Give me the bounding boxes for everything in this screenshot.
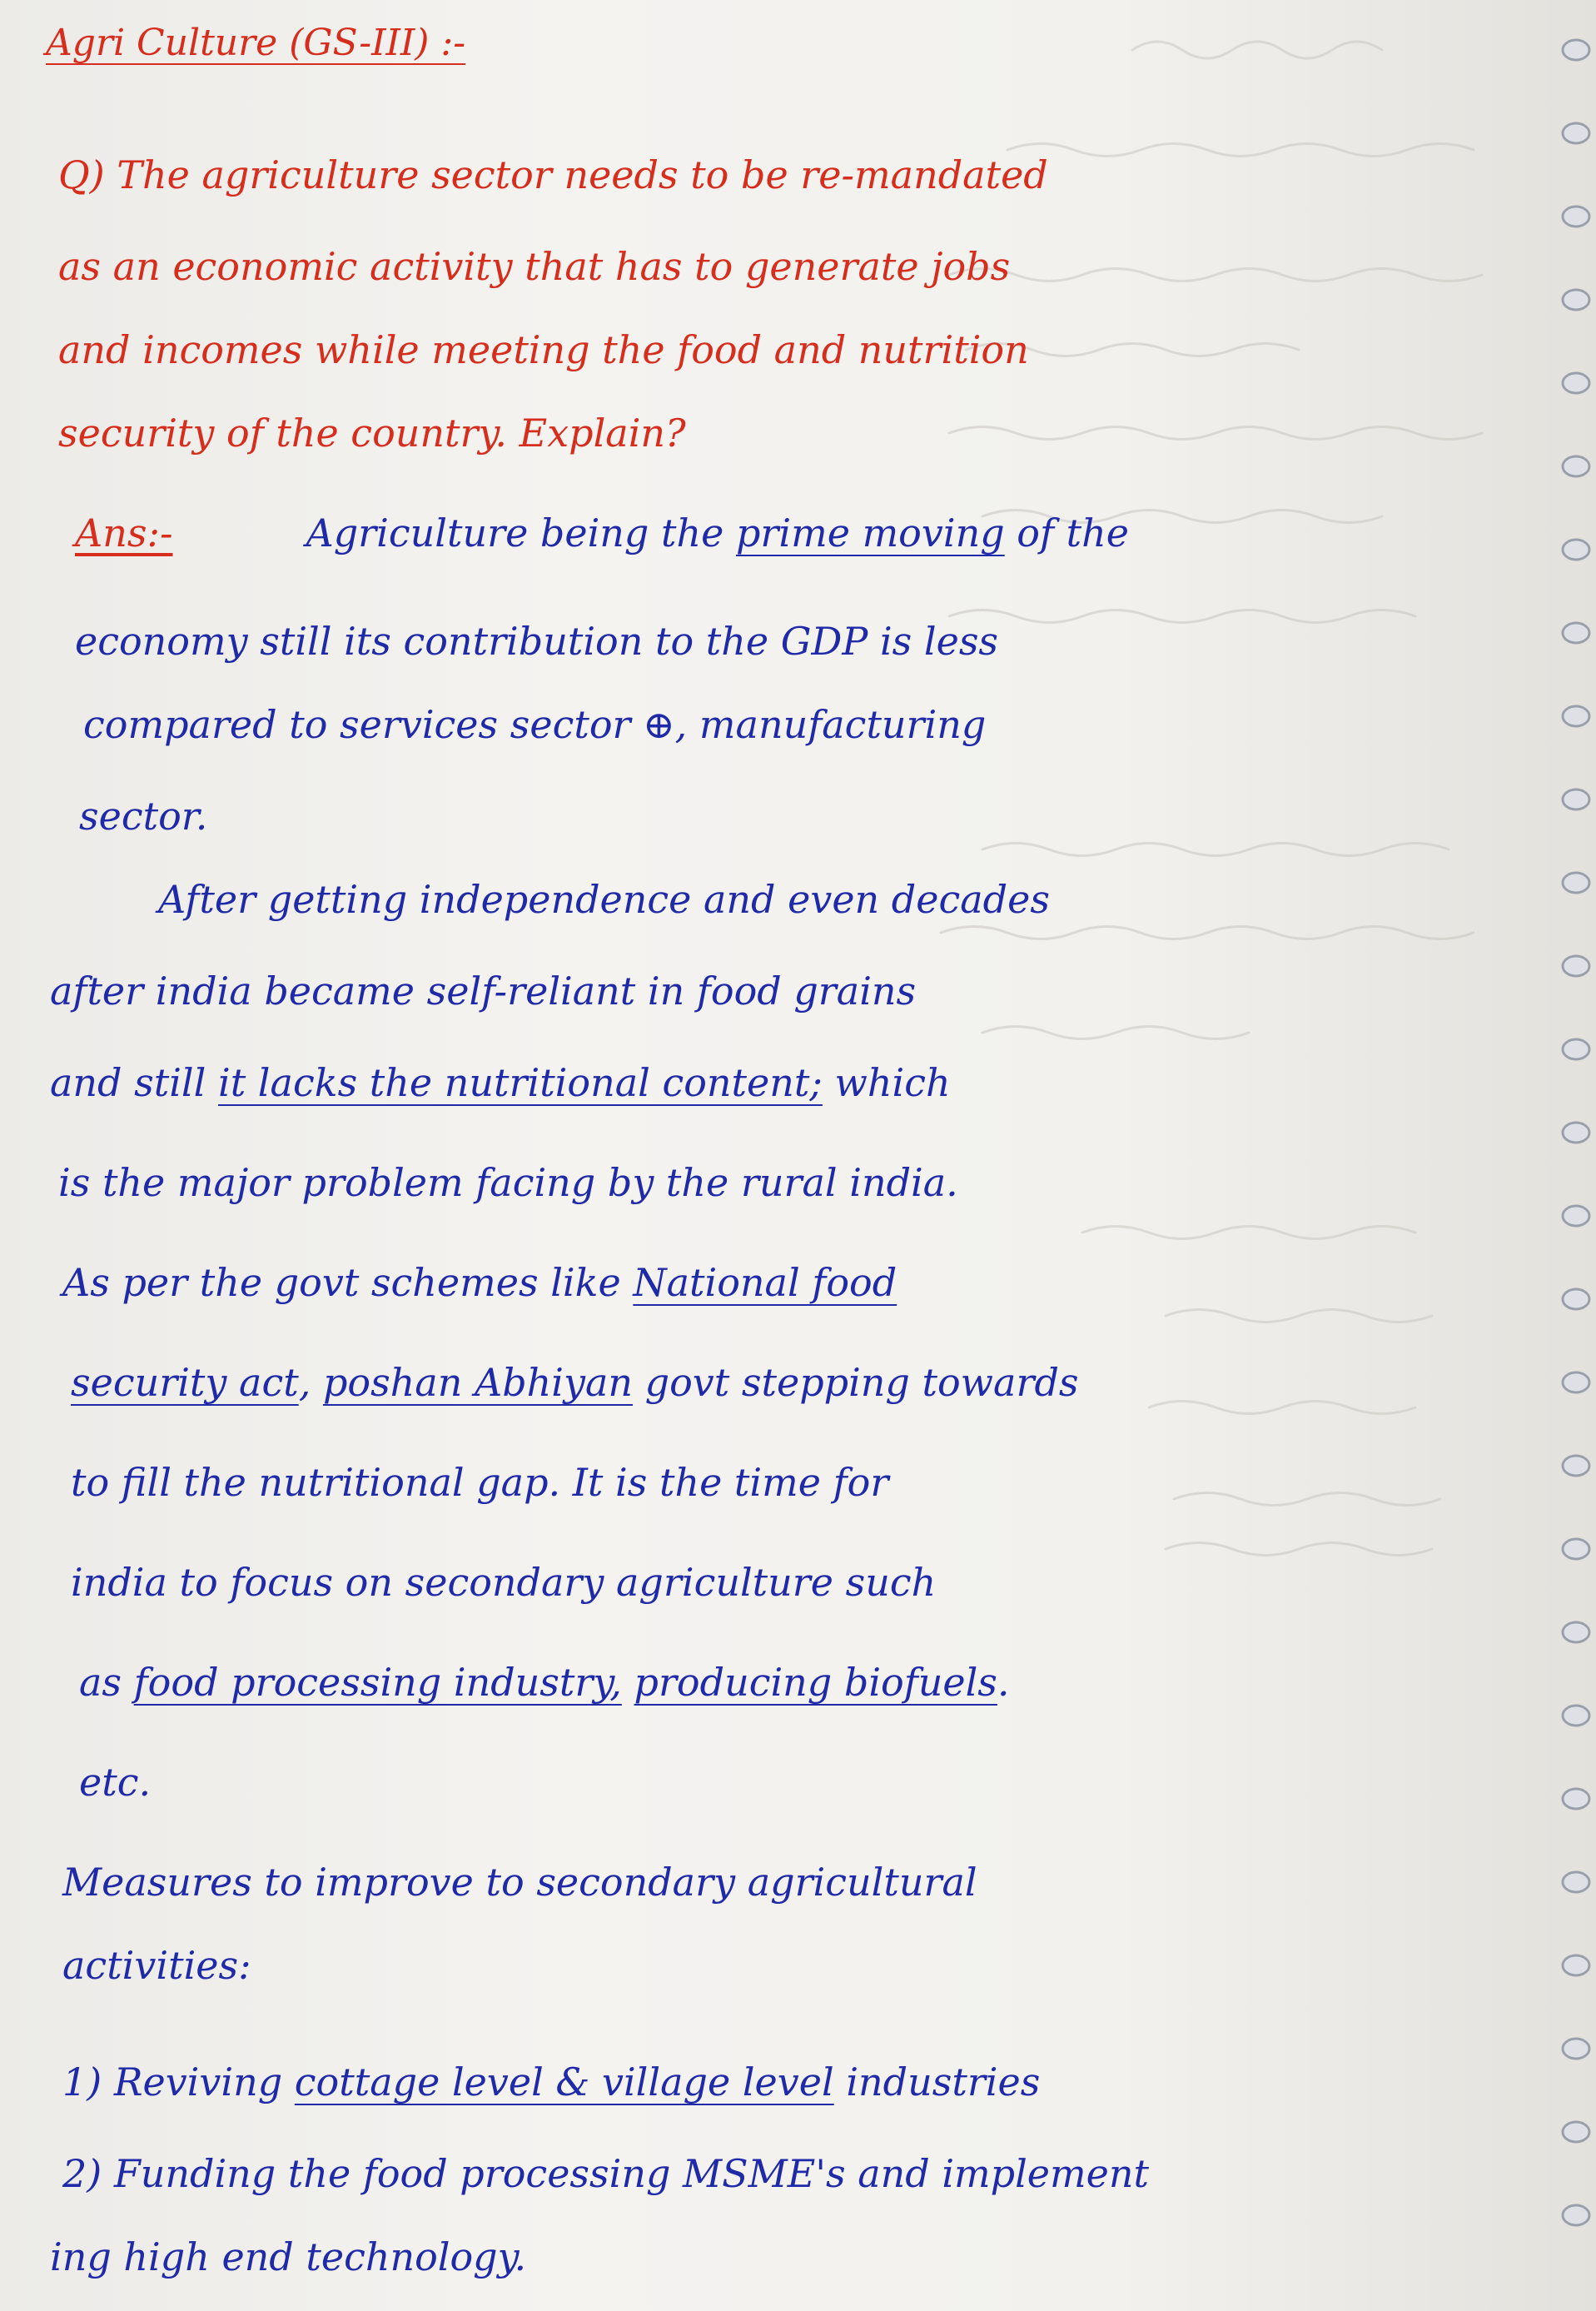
p2-text-as: as	[79, 1660, 122, 1705]
spiral-binding	[1546, 0, 1596, 2311]
answer-para2-line7: to fill the nutritional gap. It is the time for	[71, 1460, 889, 1505]
answer-para2-line6	[71, 1357, 1079, 1407]
p1-text-a: Agriculture being the	[306, 511, 724, 555]
p2-poshan-abhiyan: poshan Abhiyan	[322, 1360, 634, 1405]
p2-food-processing: food processing industry,	[133, 1660, 622, 1705]
p2-text-and-still: and still	[50, 1060, 206, 1105]
p2-text-schemes: As per the govt schemes like	[62, 1260, 621, 1305]
answer-para1-line4: sector.	[79, 794, 208, 839]
measures-title-2: activities:	[62, 1943, 251, 1988]
answer-label: Ans:-	[75, 511, 173, 555]
question-marker: Q)	[58, 152, 105, 197]
answer-para2-line5	[62, 1258, 897, 1307]
measure-item-2: 2) Funding the food processing MSME's and implement	[62, 2151, 1149, 2196]
p2-text-which: which	[822, 1060, 951, 1105]
measures-title-1: Measures to improve to secondary agricultural	[62, 1860, 977, 1905]
answer-para2-line9	[79, 1657, 1010, 1707]
page-heading: Agri Culture (GS-III) :-	[46, 22, 466, 64]
question-line-3: and incomes while meeting the food and nutrition	[58, 327, 1029, 372]
m1-industries: industries	[846, 2059, 1041, 2104]
p2-biofuels: producing biofuels	[634, 1660, 997, 1705]
m1-cottage-village: cottage level & village level	[294, 2059, 834, 2104]
p2-lacks-nutrition: it lacks the nutritional content;	[217, 1060, 823, 1105]
question-line-4: security of the country. Explain?	[58, 411, 686, 456]
p2-period: .	[997, 1660, 1010, 1705]
answer-para1-line3: compared to services sector ⊕, manufacturing	[83, 702, 987, 747]
p2-text-stepping: govt stepping towards	[644, 1360, 1079, 1405]
question-text-1: The agriculture sector needs to be re-mandated	[117, 152, 1048, 197]
measure-item-1	[62, 2057, 1040, 2107]
answer-para1-line1	[75, 508, 1129, 558]
measure-item-2-cont: ing high end technology.	[50, 2234, 527, 2279]
answer-para2-line8: india to focus on secondary agriculture such	[71, 1560, 937, 1605]
answer-para2-line2: after india became self-reliant in food grains	[50, 969, 917, 1014]
answer-para2-line3	[50, 1058, 951, 1108]
p2-comma: ,	[298, 1360, 311, 1405]
m1-reviving: 1) Reviving	[62, 2059, 283, 2104]
p1-text-c: of the	[1017, 511, 1129, 555]
question-line-1	[58, 150, 1048, 200]
answer-para1-line2: economy still its contribution to the GDP is less	[75, 619, 999, 664]
answer-para2-line10: etc.	[79, 1760, 152, 1805]
answer-para2-line1: After getting independence and even decades	[158, 877, 1050, 922]
p1-prime-moving: prime moving	[735, 511, 1005, 555]
answer-para2-line4: is the major problem facing by the rural india.	[58, 1160, 958, 1205]
p2-security-act: security act	[71, 1360, 299, 1405]
question-line-2: as an economic activity that has to generate jobs	[58, 244, 1011, 289]
p2-national-food: National food	[633, 1260, 897, 1305]
